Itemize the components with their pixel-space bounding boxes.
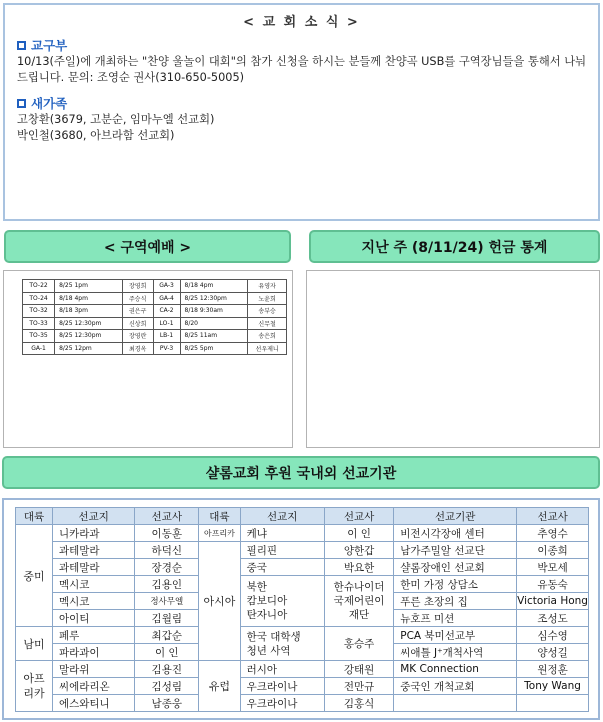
host-name: 권은구 <box>122 305 153 318</box>
host-name: 장영란 <box>122 330 153 343</box>
region-cell: 아시아 <box>199 542 240 661</box>
district-code: TO-32 <box>23 305 55 318</box>
mission-field: 에스와티니 <box>52 695 134 712</box>
mission-field: 러시아 <box>240 661 324 678</box>
missionary: 유동숙 <box>517 576 589 593</box>
mission-field: 과테말라 <box>52 559 134 576</box>
worship-header: < 구역예배 > <box>4 230 291 263</box>
missionary: 조성도 <box>517 610 589 627</box>
missionary: 남종웅 <box>135 695 199 712</box>
missionary: 김월림 <box>135 610 199 627</box>
missionary: 전만규 <box>324 678 393 695</box>
host-name: 최경옥 <box>122 342 153 355</box>
meeting-time: 8/18 4pm <box>55 292 123 305</box>
missionary: 최갑순 <box>135 627 199 644</box>
square-bullet-icon <box>17 99 26 108</box>
mission-field: 파라과이 <box>52 644 134 661</box>
district-code: GA-1 <box>23 342 55 355</box>
district-code: LO-1 <box>153 317 180 330</box>
column-header: 선교사 <box>324 508 393 525</box>
mission-org: 뉴호프 미션 <box>394 610 517 627</box>
missionary: 이 인 <box>135 644 199 661</box>
table-row <box>16 695 589 712</box>
host-name: 송부승 <box>248 305 287 318</box>
district-code: LB-1 <box>153 330 180 343</box>
host-name: 장영희 <box>122 280 153 293</box>
mission-field: 우크라이나 <box>240 695 324 712</box>
missionary: 한슈나이더 국제어린이 재단 <box>324 576 393 627</box>
news-title: < 교 회 소 식 > <box>243 15 360 30</box>
mission-field: 과테말라 <box>52 542 134 559</box>
mission-header: 샬롬교회 후원 국내외 선교기관 <box>2 456 600 489</box>
missionary <box>517 695 589 712</box>
table-row <box>16 559 589 576</box>
meeting-time: 8/18 3pm <box>55 305 123 318</box>
missionary: 장경순 <box>135 559 199 576</box>
table-row <box>23 330 287 343</box>
missionary: 강태원 <box>324 661 393 678</box>
missionary: 원정훈 <box>517 661 589 678</box>
column-header: 대륙 <box>16 508 53 525</box>
missionary: 정사무엘 <box>135 593 199 610</box>
meeting-time: 8/25 5pm <box>180 342 248 355</box>
meeting-time: 8/25 12pm <box>55 342 123 355</box>
meeting-time: 8/25 12:30pm <box>55 330 123 343</box>
table-row <box>16 627 589 644</box>
table-row <box>16 576 589 593</box>
mission-field: 니카라과 <box>52 525 134 542</box>
meeting-time: 8/25 12:30pm <box>55 317 123 330</box>
column-header: 선교지 <box>240 508 324 525</box>
mission-org: 비전시각장애 센터 <box>394 525 517 542</box>
mission-field: 북한 캄보디아 탄자니아 <box>240 576 324 627</box>
newcomer-line: 박인철(3680, 아브라함 선교회) <box>17 129 175 142</box>
district-code: TO-35 <box>23 330 55 343</box>
mission-field: 멕시코 <box>52 576 134 593</box>
mission-field: 한국 대학생 청년 사역 <box>240 627 324 661</box>
column-header: 선교지 <box>52 508 134 525</box>
missionary: 박모세 <box>517 559 589 576</box>
mission-field: 페루 <box>52 627 134 644</box>
missionary: Tony Wang <box>517 678 589 695</box>
table-header-row <box>16 508 589 525</box>
column-header: 선교사 <box>517 508 589 525</box>
meeting-time: 8/20 <box>180 317 248 330</box>
worship-schedule-panel <box>3 270 293 448</box>
offering-header: 지난 주 (8/11/24) 헌금 통계 <box>309 230 600 263</box>
region-cell: 유럽 <box>199 661 240 712</box>
meeting-time: 8/18 4pm <box>180 280 248 293</box>
region-cell: 중미 <box>16 525 53 627</box>
region-cell: 아프 리카 <box>16 661 53 712</box>
host-name: 주승식 <box>122 292 153 305</box>
mission-panel <box>2 498 600 720</box>
missionary: 하덕신 <box>135 542 199 559</box>
district-code: TO-22 <box>23 280 55 293</box>
missionary: 홍승주 <box>324 627 393 661</box>
mission-org: 푸른 초장의 집 <box>394 593 517 610</box>
mission-field: 아이티 <box>52 610 134 627</box>
host-name: 노윤희 <box>248 292 287 305</box>
district-code: TO-33 <box>23 317 55 330</box>
mission-org: PCA 북미선교부 <box>394 627 517 644</box>
host-name: 신상희 <box>122 317 153 330</box>
mission-org: 씨애틀 J⁺개척사역 <box>394 644 517 661</box>
host-name: 송은희 <box>248 330 287 343</box>
mission-org: 샬롬장애인 선교회 <box>394 559 517 576</box>
meeting-time: 8/25 1pm <box>55 280 123 293</box>
table-row <box>16 661 589 678</box>
region-cell: 남미 <box>16 627 53 661</box>
missionary: 이동훈 <box>135 525 199 542</box>
mission-field: 중국 <box>240 559 324 576</box>
mission-org: 남가주밀알 선교단 <box>394 542 517 559</box>
section-district <box>17 36 598 86</box>
mission-org <box>394 695 517 712</box>
mission-field: 멕시코 <box>52 593 134 610</box>
table-row <box>16 542 589 559</box>
table-row <box>23 317 287 330</box>
column-header: 대륙 <box>199 508 240 525</box>
table-row <box>16 678 589 695</box>
missionary: 양한갑 <box>324 542 393 559</box>
meeting-time: 8/25 11am <box>180 330 248 343</box>
missionary: Victoria Hong <box>517 593 589 610</box>
district-code: GA-3 <box>153 280 180 293</box>
section-heading: 교구부 <box>31 38 68 53</box>
district-code: TO-24 <box>23 292 55 305</box>
host-name: 선우제니 <box>248 342 287 355</box>
missionary: 김용진 <box>135 661 199 678</box>
table-row <box>23 292 287 305</box>
section-heading: 새가족 <box>31 96 68 111</box>
table-row <box>16 525 589 542</box>
host-name: 신무철 <box>248 317 287 330</box>
column-header: 선교기관 <box>394 508 517 525</box>
mission-org: 중국인 개척교회 <box>394 678 517 695</box>
table-row <box>23 342 287 355</box>
table-row <box>23 280 287 293</box>
mission-org: MK Connection <box>394 661 517 678</box>
column-header: 선교사 <box>135 508 199 525</box>
missionary: 박요한 <box>324 559 393 576</box>
mission-field: 우크라이나 <box>240 678 324 695</box>
missionary: 이 인 <box>324 525 393 542</box>
district-code: PV-3 <box>153 342 180 355</box>
mission-field: 필리핀 <box>240 542 324 559</box>
section-text: 10/13(주일)에 개최하는 "찬양 울놀이 대회"의 참가 신청을 하시는 분들께 찬양곡 USB를 구역장님들을 통해서 나눠 드립니다. 문의: 조영순 권사(310-650-5005) <box>17 55 587 84</box>
mission-field: 케냐 <box>240 525 324 542</box>
table-row <box>23 305 287 318</box>
meeting-time: 8/18 9:30am <box>180 305 248 318</box>
missionary: 김용인 <box>135 576 199 593</box>
missionary: 김홍식 <box>324 695 393 712</box>
newcomer-line: 고창환(3679, 고분순, 임마누엘 선교회) <box>17 113 215 126</box>
missionary: 김성림 <box>135 678 199 695</box>
church-news-panel <box>3 3 600 221</box>
square-bullet-icon <box>17 41 26 50</box>
missionary: 심수영 <box>517 627 589 644</box>
mission-field: 말라위 <box>52 661 134 678</box>
offering-stats-panel <box>306 270 600 448</box>
missionary: 추영수 <box>517 525 589 542</box>
district-code: GA-4 <box>153 292 180 305</box>
district-code: CA-2 <box>153 305 180 318</box>
mission-table <box>15 507 589 712</box>
region-cell: 아프리카 <box>199 525 240 542</box>
meeting-time: 8/25 12:30pm <box>180 292 248 305</box>
worship-table <box>22 279 287 355</box>
mission-org: 한미 가정 상담소 <box>394 576 517 593</box>
missionary: 이종희 <box>517 542 589 559</box>
section-newcomers <box>17 94 598 144</box>
missionary: 양성길 <box>517 644 589 661</box>
mission-field: 씨에라리온 <box>52 678 134 695</box>
host-name: 유영자 <box>248 280 287 293</box>
